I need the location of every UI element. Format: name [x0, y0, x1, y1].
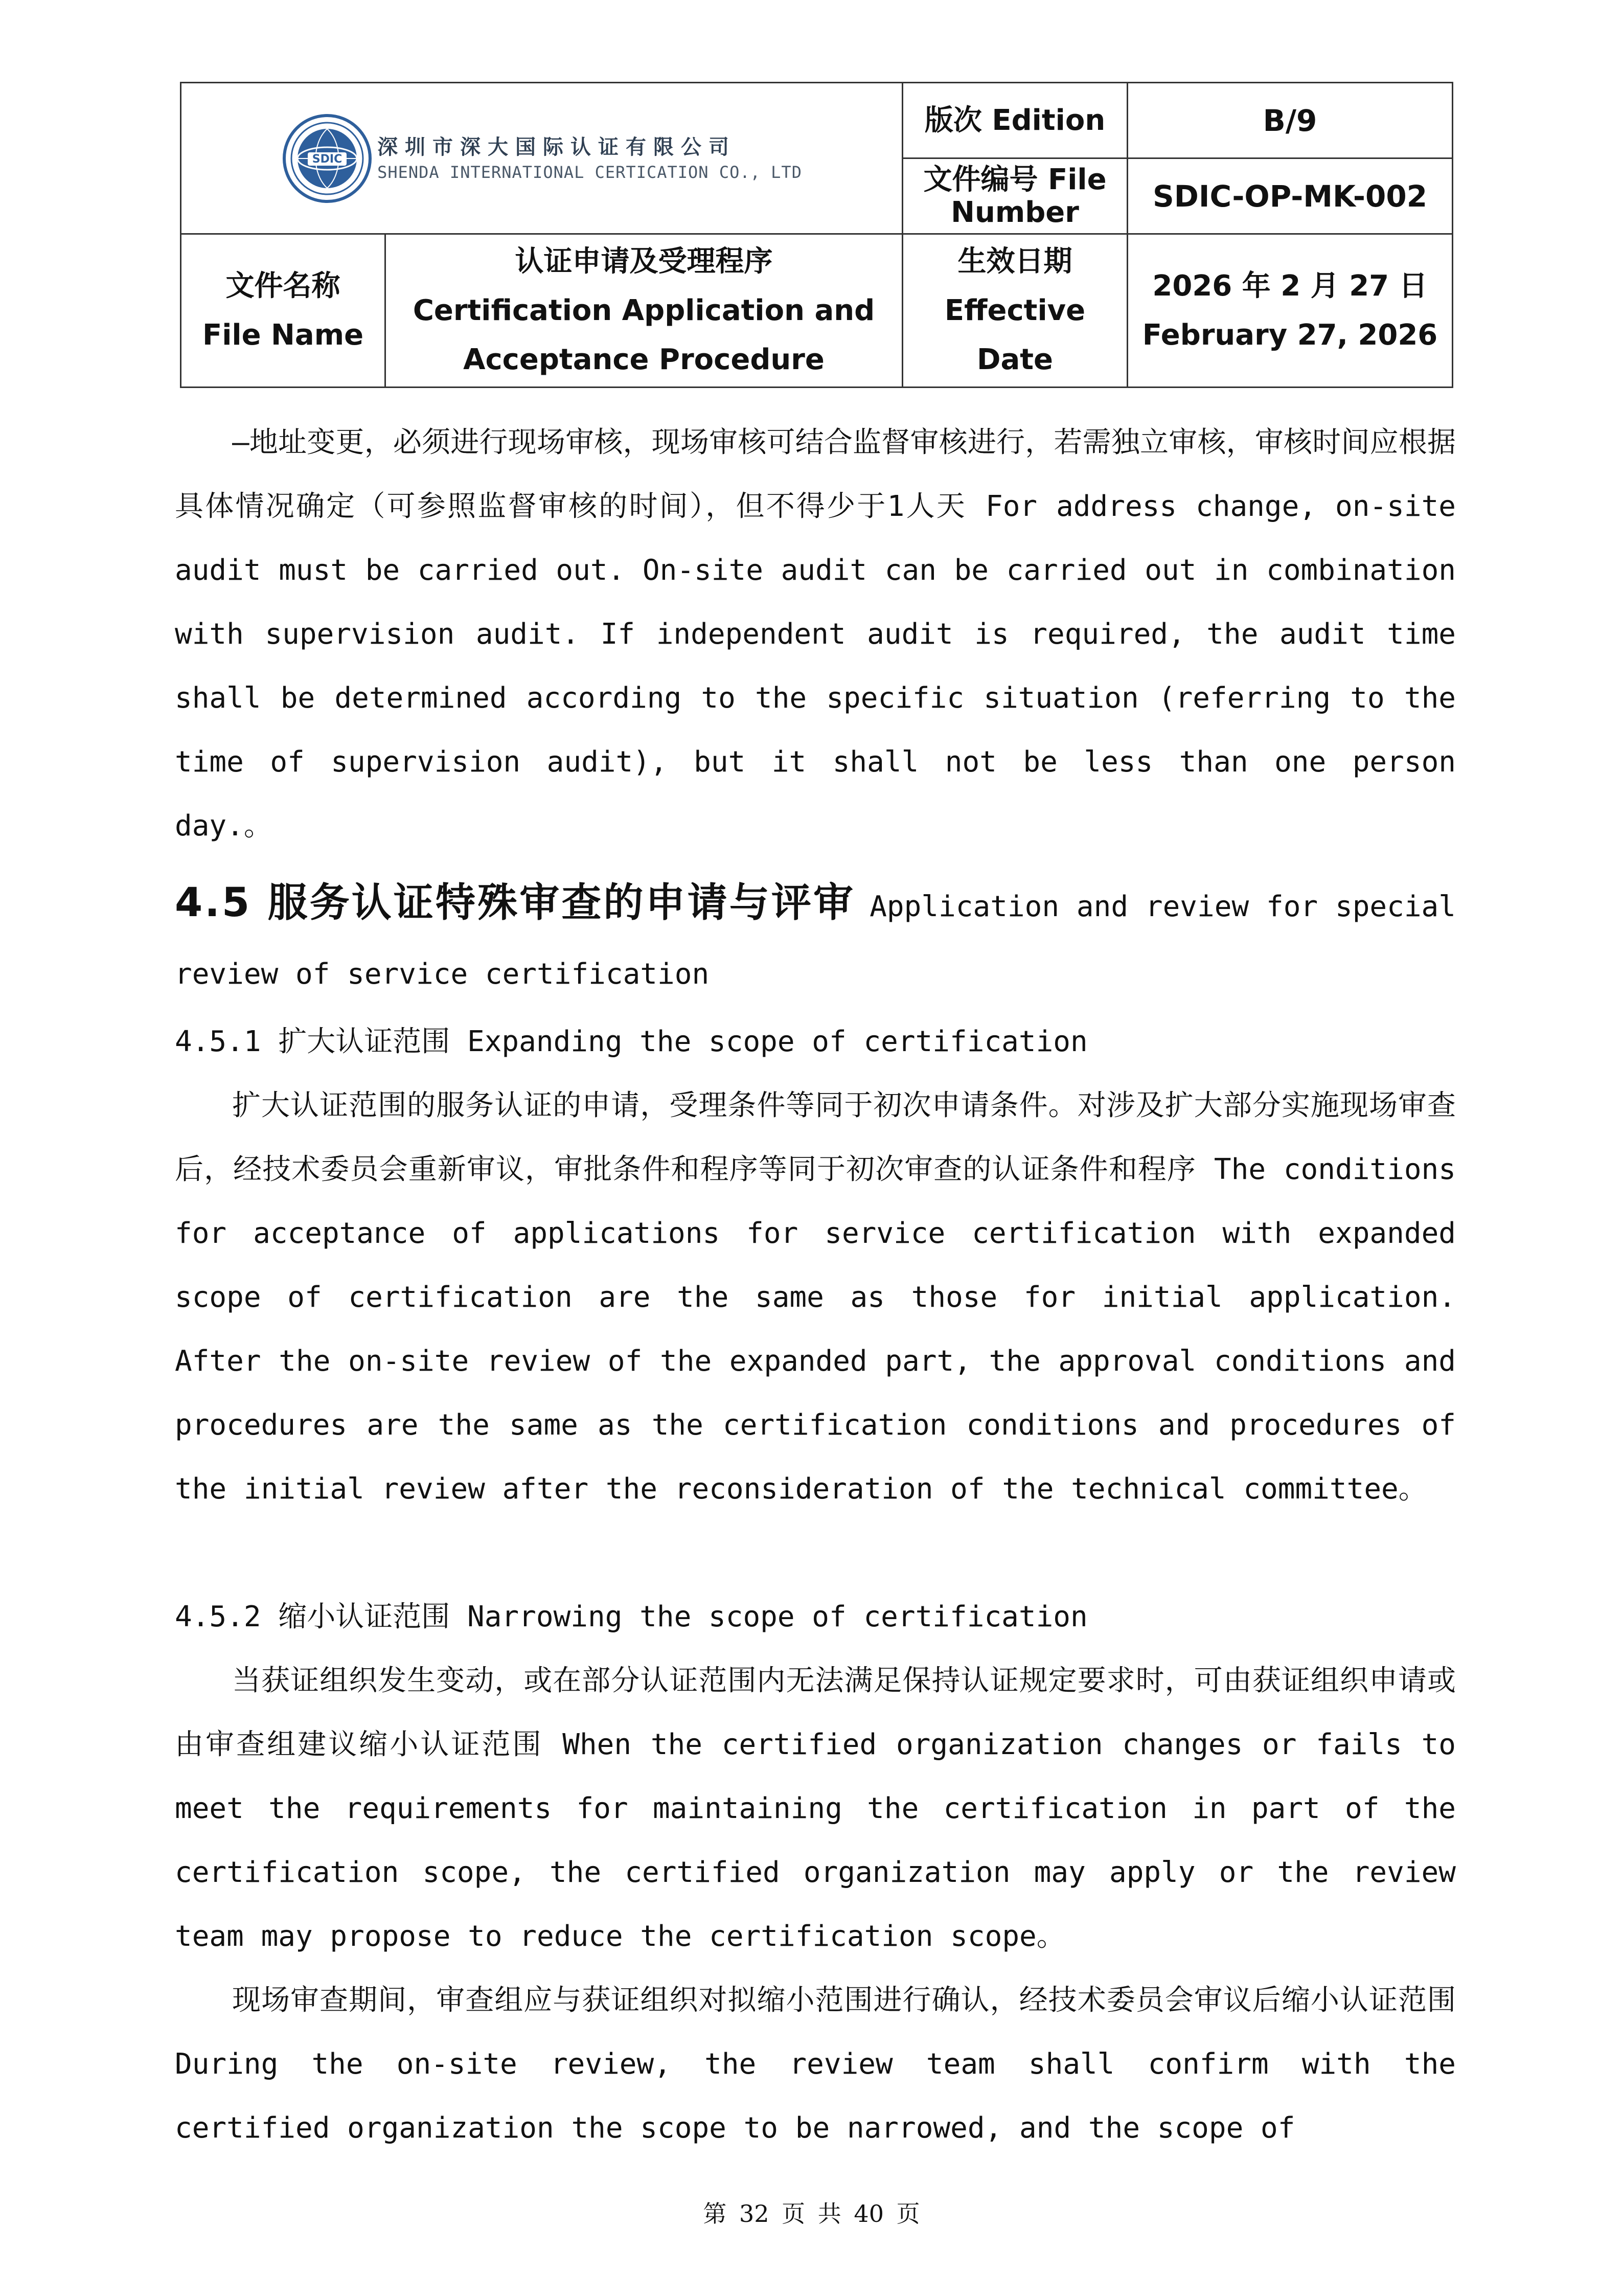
edition-value: B/9: [1128, 83, 1453, 158]
file-number-value: SDIC-OP-MK-002: [1128, 158, 1453, 234]
paragraph-4-5-2-b: 现场审查期间，审查组应与获证组织对拟缩小范围进行确认，经技术委员会审议后缩小认证范围 During the on-site review, the review team shall confirm with the certified organization the scope to be narrowed, and the scope of: [175, 1984, 1456, 2145]
company-name-cn: 深圳市深大国际认证有限公司: [377, 135, 737, 159]
file-number-label-text: 文件编号 File Number: [923, 163, 1107, 229]
page-number-footer: 第 32 页 共 40 页: [703, 2200, 920, 2227]
file-number-label: [903, 158, 1128, 234]
document-header-table: [180, 82, 1453, 388]
paragraph-address-change: —地址变更，必须进行现场审核，现场审核可结合监督审核进行，若需独立审核，审核时间应根据具体情况确定（可参照监督审核的时间），但不得少于1人天 For address change, on-site audit must be carried out. On-site audit can be carried out in combination with supervision audit. If independent audit is required, the audit time shall be determined according to the specific situation (referring to the time of supervision audit), but it shall not be less than one person day.。: [175, 426, 1456, 843]
section-4-5-title: 4.5 服务认证特殊审查的申请与评审: [175, 880, 856, 926]
effective-label-en-line1: Effective: [944, 293, 1086, 327]
logo-lettering: SDIC: [312, 152, 342, 166]
file-name-en-line1: Certification Application and: [413, 293, 875, 327]
company-logo-cell: [181, 83, 903, 234]
paragraph-4-5-1: 扩大认证范围的服务认证的申请，受理条件等同于初次申请条件。对涉及扩大部分实施现场审查后，经技术委员会重新审议，审批条件和程序等同于初次审查的认证条件和程序 The conditions for acceptance of applications for service certification with expanded scope of certification are the same as those for initial application. After the on-site review of the expanded part, the approval conditions and procedures are the same as the certification conditions and procedures of the initial review after the reconsideration of the technical committee。: [175, 1089, 1456, 1506]
file-name-label-cn: 文件名称: [225, 269, 340, 303]
effective-date-cell: [1128, 234, 1453, 388]
company-seal-icon: [281, 112, 373, 204]
file-name-label-cell: [181, 234, 385, 388]
section-4-5-1-heading: 4.5.1 扩大认证范围 Expanding the scope of certification: [175, 1025, 1088, 1058]
section-4-5-2-heading: 4.5.2 缩小认证范围 Narrowing the scope of certification: [175, 1600, 1088, 1633]
effective-label-en-line2: Date: [977, 343, 1054, 376]
file-name-cell: [385, 234, 903, 388]
company-name-en: SHENDA INTERNATIONAL CERTICATION CO., LTD: [377, 162, 802, 182]
section-4-5-title-en: Application and review for special review of service certification: [175, 890, 1456, 991]
effective-label-cell: [903, 234, 1128, 388]
edition-label: 版次 Edition: [903, 83, 1128, 158]
effective-label-cn: 生效日期: [957, 244, 1072, 278]
effective-date-cn: 2026 年 2 月 27 日: [1152, 269, 1428, 303]
section-4-5-heading: [175, 869, 1456, 1008]
effective-date-en: February 27, 2026: [1142, 318, 1438, 352]
file-name-cn: 认证申请及受理程序: [515, 244, 773, 278]
file-name-en-line2: Acceptance Procedure: [463, 343, 825, 376]
paragraph-4-5-2-a: 当获证组织发生变动，或在部分认证范围内无法满足保持认证规定要求时，可由获证组织申请或由审查组建议缩小认证范围 When the certified organization changes or fails to meet the requirements for maintaining the certification in part of the certification scope, the certified organization may apply or the review team may propose to reduce the certification scope。: [175, 1664, 1456, 1953]
file-name-label-en: File Name: [202, 318, 364, 352]
